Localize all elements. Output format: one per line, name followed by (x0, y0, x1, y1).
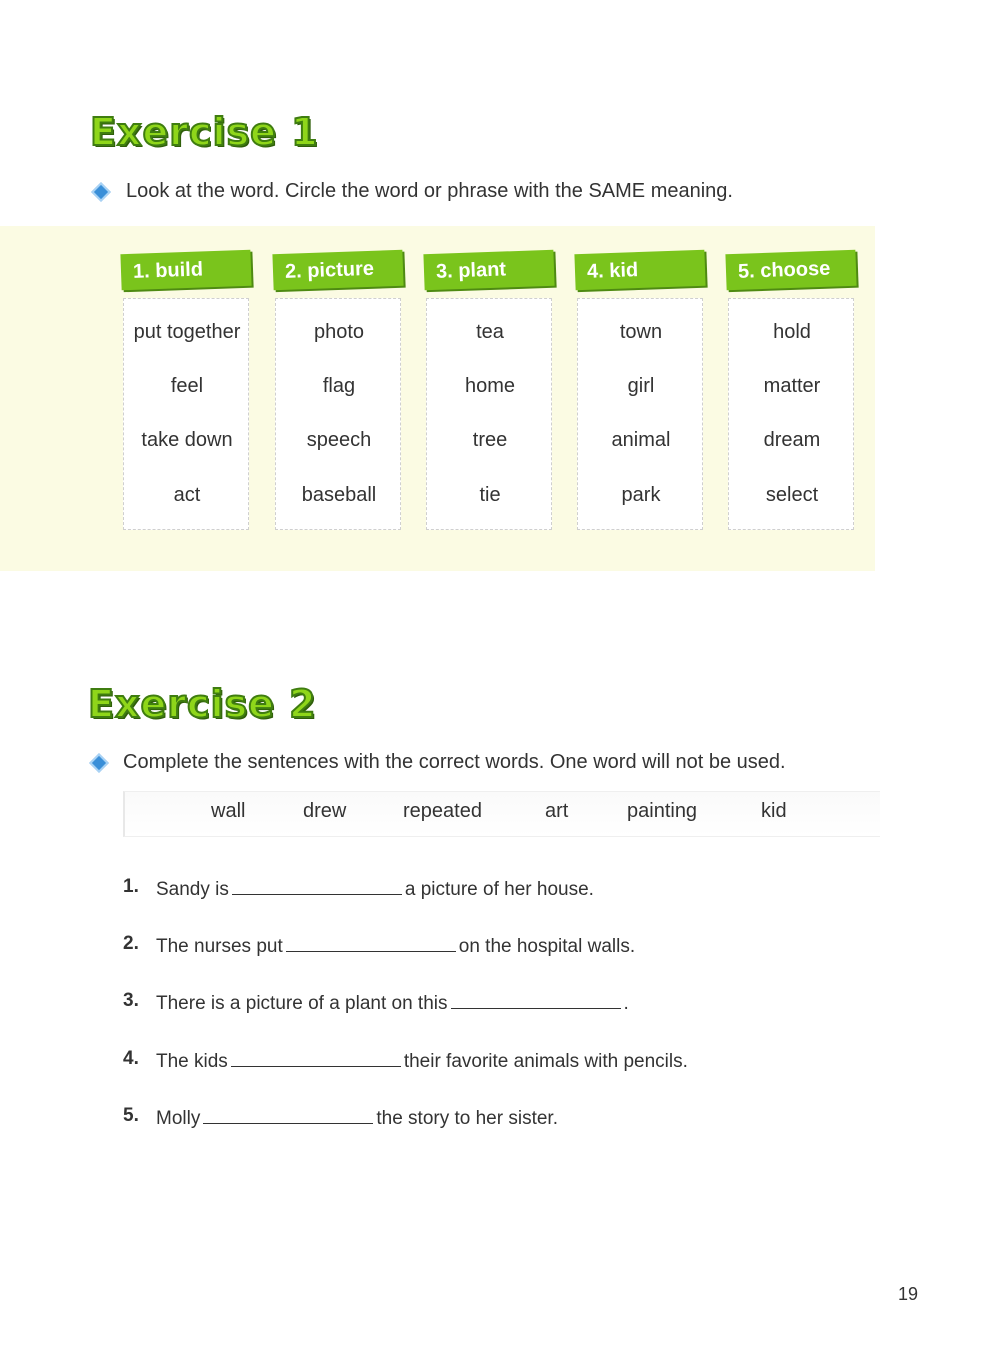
word-bank-item: kid (761, 800, 787, 822)
option[interactable]: speech (306, 429, 372, 451)
column-header: 4. kid (574, 250, 705, 291)
sentence-text: The kids (156, 1051, 228, 1072)
word-bank-item: wall (211, 800, 246, 822)
option[interactable]: dream (763, 429, 821, 451)
sentence-1 (156, 876, 594, 901)
sentence-2 (156, 933, 635, 958)
option[interactable]: select (765, 484, 819, 506)
option[interactable]: act (173, 484, 201, 506)
option[interactable]: tea (476, 321, 504, 343)
option[interactable]: town (619, 321, 663, 343)
option[interactable]: tie (479, 484, 501, 506)
options-box (123, 298, 249, 530)
options-box (728, 298, 854, 530)
options-box (426, 298, 552, 530)
sentence-5 (156, 1105, 558, 1130)
column-header: 2. picture (272, 250, 403, 291)
page-number: 19 (898, 1284, 919, 1304)
answer-blank[interactable] (451, 990, 621, 1009)
exercise-1-instruction: Look at the word. Circle the word or phrase with the SAME meaning. (126, 180, 733, 202)
bullet-diamond-icon (89, 753, 109, 773)
sentence-text: The nurses put (156, 936, 283, 957)
sentence-number: 3. (123, 990, 139, 1011)
options-box (577, 298, 703, 530)
word-bank-item: painting (627, 800, 698, 822)
column-header: 5. choose (725, 250, 856, 291)
option[interactable]: take down (141, 429, 233, 451)
sentence-text: Sandy is (156, 879, 229, 900)
sentence-number: 1. (123, 876, 139, 897)
bullet-diamond-icon (91, 182, 111, 202)
word-bank-item: drew (303, 800, 347, 822)
answer-blank[interactable] (203, 1105, 373, 1124)
sentence-number: 4. (123, 1048, 139, 1069)
exercise-1-title: Exercise 1 (90, 110, 319, 154)
sentence-text: a picture of her house. (404, 879, 594, 900)
option[interactable]: tree (472, 429, 508, 451)
option[interactable]: flag (322, 375, 356, 397)
answer-blank[interactable] (286, 933, 456, 952)
answer-blank[interactable] (232, 876, 402, 895)
sentence-text: their favorite animals with pencils. (403, 1051, 688, 1072)
option[interactable]: baseball (301, 484, 377, 506)
column-header: 1. build (120, 250, 251, 291)
option[interactable]: girl (627, 375, 655, 397)
sentence-3 (156, 990, 629, 1015)
sentence-text: There is a picture of a plant on this (156, 993, 448, 1014)
option[interactable]: home (464, 375, 516, 397)
option[interactable]: feel (170, 375, 204, 397)
sentence-text: on the hospital walls. (458, 936, 636, 957)
sentence-text: Molly (156, 1108, 201, 1129)
word-bank-item: art (545, 800, 569, 822)
answer-blank[interactable] (231, 1048, 401, 1067)
option[interactable]: put together (133, 321, 241, 343)
column-header: 3. plant (423, 250, 554, 291)
sentence-number: 5. (123, 1105, 139, 1126)
word-bank-item: repeated (403, 800, 482, 822)
sentence-text: . (623, 993, 629, 1014)
sentence-number: 2. (123, 933, 139, 954)
exercise-2-title: Exercise 2 (88, 682, 317, 726)
sentence-4 (156, 1048, 688, 1073)
exercise-2-instruction: Complete the sentences with the correct words. One word will not be used. (123, 751, 786, 773)
options-box (275, 298, 401, 530)
option[interactable]: animal (611, 429, 671, 451)
sentence-text: the story to her sister. (376, 1108, 558, 1129)
option[interactable]: hold (773, 321, 811, 343)
option[interactable]: matter (763, 375, 821, 397)
option[interactable]: photo (313, 321, 365, 343)
option[interactable]: park (621, 484, 661, 506)
